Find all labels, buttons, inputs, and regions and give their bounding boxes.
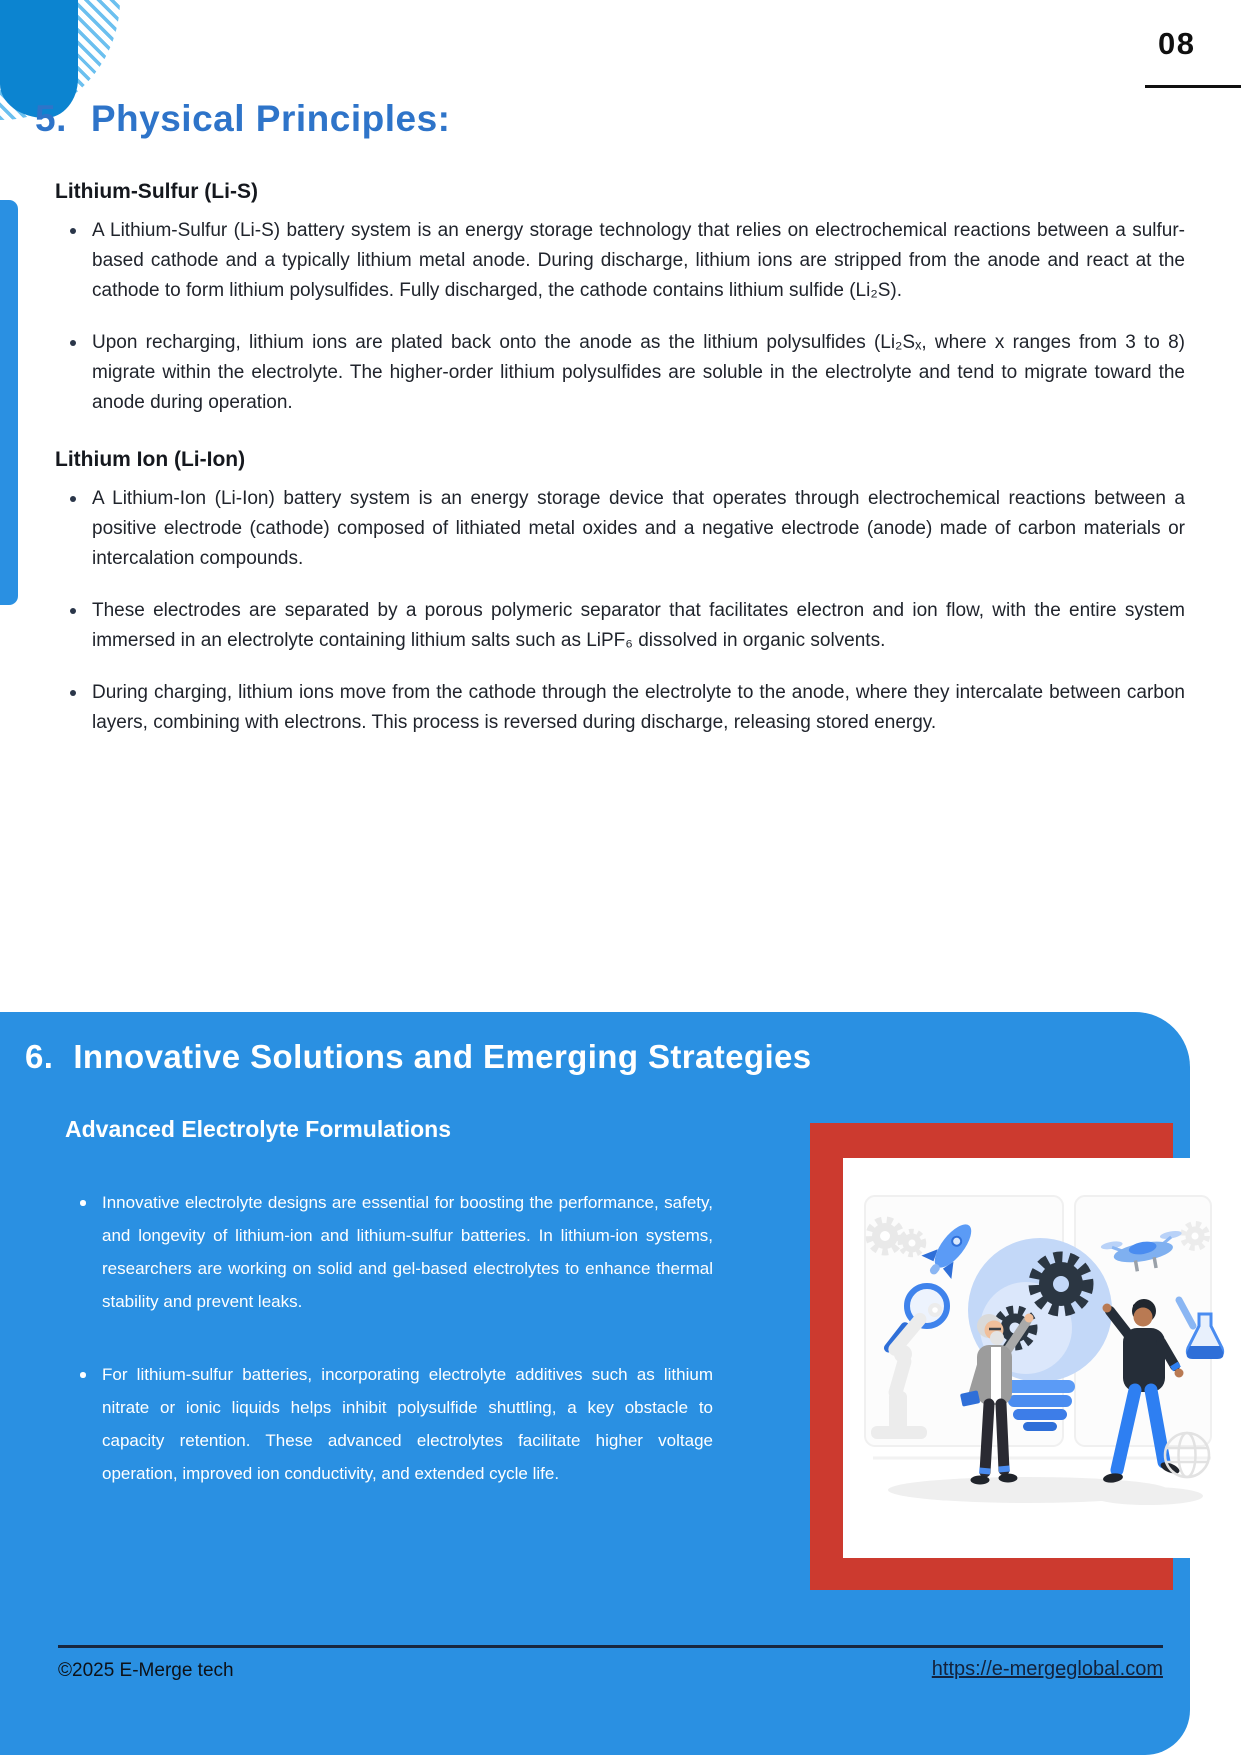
section5-heading [35,98,450,140]
bullet-item: A Lithium-Sulfur (Li-S) battery system is an energy storage technology that relies on electrochemical reactions between a sulfur-based cathode and a typically lithium metal anode. During discharge, lithium ions are stripped from the anode and react at the cathode to form lithium polysulfides. Fully discharged, the cathode contains lithium sulfide (Li₂S). [55,216,1185,306]
footer-divider [58,1645,1163,1648]
section6-heading-text: Innovative Solutions and Emerging Strategies [73,1038,812,1075]
bullet-item: For lithium-sulfur batteries, incorporating electrolyte additives such as lithium nitrate or ionic liquids helps inhibit polysulfide shuttling, a key obstacle to capacity retention. These advanced electrolytes facilitate higher voltage operation, improved ion conductivity, and extended cycle life. [65,1358,713,1490]
illustration [843,1158,1233,1558]
lithium-sulfur-bullet-list [55,216,1185,418]
bullet-item: These electrodes are separated by a porous polymeric separator that facilitates electron and ion flow, with the entire system immersed in an electrolyte containing lithium salts such as LiPF₆ dissolved in organic solvents. [55,596,1185,656]
page-number: 08 [1158,26,1196,61]
subsection-title-lithium-sulfur: Lithium-Sulfur (Li-S) [55,180,258,203]
bullet-item: During charging, lithium ions move from the cathode through the electrolyte to the anode, where they intercalate between carbon layers, combining with electrons. This process is reversed during discharge, releasing stored energy. [55,678,1185,738]
section6-subheading: Advanced Electrolyte Formulations [65,1116,451,1142]
footer-website-link[interactable]: https://e-mergeglobal.com [931,1658,1163,1680]
gear-icon [901,1232,924,1255]
section5-heading-number: 5. [35,98,67,139]
section6-content [65,1186,713,1530]
page-number-divider [1145,85,1241,88]
bullet-item: A Lithium-Ion (Li-Ion) battery system is an energy storage device that operates through electrochemical reactions between a positive electrode (cathode) composed of lithiated metal oxides and a negative electrode (anode) made of carbon materials or intercalation compounds. [55,484,1185,574]
bullet-item: Upon recharging, lithium ions are plated back onto the anode as the lithium polysulfides (Li₂Sₓ, where x ranges from 3 to 8) migrate within the electrolyte. The higher-order lithium polysulfides are soluble in the electrolyte and tend to migrate toward the anode during operation. [55,328,1185,418]
left-accent-bar [0,200,18,605]
subsection-title-lithium-ion: Lithium Ion (Li-Ion) [55,448,246,471]
bullet-item: Innovative electrolyte designs are essential for boosting the performance, safety, and longevity of lithium-ion and lithium-sulfur batteries. In lithium-ion systems, researchers are working on solid and gel-based electrolytes to enhance thermal stability and prevent leaks. [65,1186,713,1318]
section6-heading-number: 6. [25,1038,54,1075]
section5-heading-text: Physical Principles: [90,98,451,139]
section6-bullet-list [65,1186,713,1490]
section5-content [55,180,1185,768]
lithium-ion-bullet-list [55,484,1185,738]
ground-shadow [1093,1487,1203,1505]
section6-heading [25,1038,812,1076]
footer-copyright: ©2025 E-Merge tech [58,1660,234,1681]
